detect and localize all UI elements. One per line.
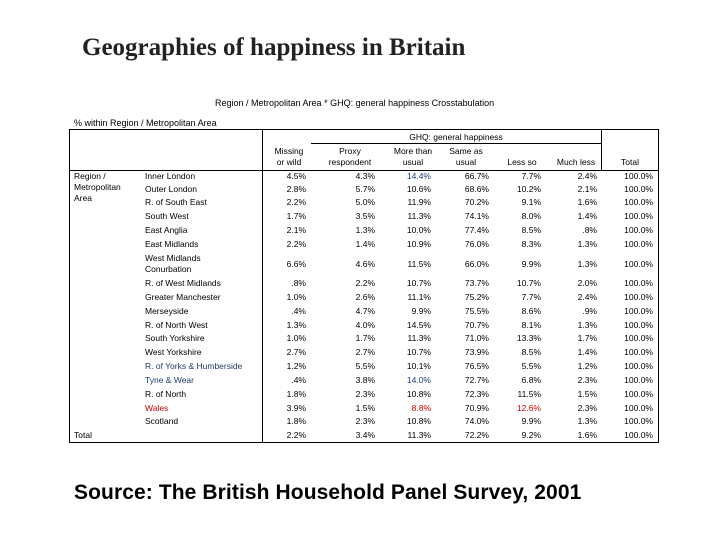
table-cell: 14.0% (406, 375, 431, 385)
column-header-proxy: Proxy (339, 146, 361, 156)
table-cell: 100.0% (624, 347, 653, 357)
table-cell: .4% (291, 375, 306, 385)
table-cell: 77.4% (464, 225, 489, 235)
table-cell: 13.3% (516, 333, 541, 343)
table-cell: 3.5% (355, 211, 375, 221)
table-cell: 8.3% (521, 239, 541, 249)
table-cell: 66.7% (464, 171, 489, 181)
table-cell: 100.0% (624, 430, 653, 440)
table-cell: 6.8% (521, 375, 541, 385)
table-cell: 7.7% (521, 171, 541, 181)
region-label: Region / (74, 171, 106, 181)
table-cell: 11.5% (407, 259, 431, 269)
table-cell: 10.7% (406, 278, 431, 288)
row-label: R. of North West (145, 320, 208, 330)
table-cell: 1.3% (577, 239, 597, 249)
column-header-total: Total (621, 157, 639, 167)
group-header-underline (311, 143, 601, 144)
table-cell: 4.5% (286, 171, 306, 181)
column-header-proxy: respondent (328, 157, 372, 167)
table-cell: 8.1% (521, 320, 541, 330)
table-cell: 1.7% (355, 333, 375, 343)
table-cell: 100.0% (624, 259, 653, 269)
table-cell: 100.0% (624, 361, 653, 371)
table-cell: 2.0% (577, 278, 597, 288)
table-cell: 66.0% (464, 259, 489, 269)
table-cell: 2.1% (286, 225, 306, 235)
row-label: R. of North (145, 389, 187, 399)
row-label: East Anglia (145, 225, 188, 235)
table-cell: 100.0% (624, 333, 653, 343)
table-cell: 72.7% (464, 375, 489, 385)
table-cell: 1.7% (577, 333, 597, 343)
table-cell: .8% (582, 225, 597, 235)
table-cell: 10.7% (406, 347, 431, 357)
table-cell: 75.2% (464, 292, 489, 302)
table-cell: .8% (291, 278, 306, 288)
table-cell: 10.9% (406, 239, 431, 249)
table-cell: 73.7% (464, 278, 489, 288)
table-cell: 5.7% (355, 184, 375, 194)
row-label: R. of West Midlands (145, 278, 221, 288)
table-cell: 74.0% (464, 416, 489, 426)
row-label: South West (145, 211, 189, 221)
table-cell: 1.5% (355, 403, 375, 413)
table-cell: 2.2% (355, 278, 375, 288)
table-cell: 9.9% (411, 306, 431, 316)
table-cell: 72.2% (464, 430, 489, 440)
column-header-same-as-usual: Same as (449, 146, 483, 156)
table-cell: 8.8% (411, 403, 431, 413)
column-header-missing: or wild (276, 157, 302, 167)
region-label: Metropolitan (74, 182, 121, 192)
row-label: South Yorkshire (145, 333, 205, 343)
table-cell: 1.7% (286, 211, 306, 221)
table-cell: 11.3% (407, 333, 431, 343)
table-cell: 1.4% (577, 347, 597, 357)
table-cell: 3.8% (355, 375, 375, 385)
row-label: Greater Manchester (145, 292, 221, 302)
row-label: Wales (145, 403, 169, 413)
row-label: West Midlands (145, 253, 201, 263)
table-cell: 2.8% (286, 184, 306, 194)
table-cell: 2.3% (355, 416, 375, 426)
table-cell: 2.4% (577, 292, 597, 302)
table-cell: 1.3% (577, 320, 597, 330)
table-cell: 74.1% (464, 211, 489, 221)
table-cell: 100.0% (624, 306, 653, 316)
table-cell: 4.7% (355, 306, 375, 316)
table-cell: 9.9% (521, 416, 541, 426)
table-cell: 2.7% (355, 347, 375, 357)
table-cell: 4.3% (355, 171, 375, 181)
table-cell: 3.9% (286, 403, 306, 413)
crosstab-caption: Region / Metropolitan Area * GHQ: general happiness Crosstabulation (215, 98, 495, 108)
table-cell: 1.0% (286, 292, 306, 302)
table-cell: 5.5% (521, 361, 541, 371)
table-cell: 100.0% (624, 416, 653, 426)
slide-title: Geographies of happiness in Britain (82, 34, 466, 61)
table-cell: 100.0% (624, 389, 653, 399)
table-cell: 70.2% (464, 197, 489, 207)
table-cell: 71.0% (464, 333, 489, 343)
column-header-less-so: Less so (507, 157, 537, 167)
row-label: Outer London (145, 184, 197, 194)
table-cell: 75.5% (464, 306, 489, 316)
table-cell: 1.4% (355, 239, 375, 249)
table-cell: 1.6% (577, 430, 597, 440)
table-cell: 12.6% (516, 403, 541, 413)
row-label: Scotland (145, 416, 179, 426)
table-cell: 6.6% (286, 259, 306, 269)
column-header-much-less: Much less (556, 157, 596, 167)
within-label: % within Region / Metropolitan Area (74, 118, 217, 128)
table-cell: 1.2% (577, 361, 597, 371)
table-cell: 10.8% (406, 416, 431, 426)
row-label: Inner London (145, 171, 196, 181)
table-cell: 100.0% (624, 225, 653, 235)
table-cell: 1.3% (355, 225, 375, 235)
table-cell: 11.5% (517, 389, 541, 399)
table-cell: 11.1% (407, 292, 431, 302)
table-cell: 10.1% (406, 361, 431, 371)
table-cell: 10.2% (516, 184, 541, 194)
column-header-missing: Missing (274, 146, 304, 156)
group-header: GHQ: general happiness (409, 132, 503, 142)
table-cell: 1.5% (577, 389, 597, 399)
column-header-more-than-usual: More than (393, 146, 433, 156)
table-cell: .9% (582, 306, 597, 316)
row-label: R. of South East (145, 197, 207, 207)
table-cell: 73.9% (464, 347, 489, 357)
table-cell: 100.0% (624, 211, 653, 221)
row-label: Tyne & Wear (145, 375, 194, 385)
table-cell: 2.2% (286, 239, 306, 249)
table-cell: 100.0% (624, 403, 653, 413)
table-cell: 1.6% (577, 197, 597, 207)
table-cell: 2.2% (286, 197, 306, 207)
table-cell: 1.3% (577, 416, 597, 426)
table-cell: 100.0% (624, 239, 653, 249)
table-cell: 2.4% (577, 171, 597, 181)
column-header-same-as-usual: usual (455, 157, 477, 167)
table-cell: 2.1% (577, 184, 597, 194)
table-cell: 14.4% (406, 171, 431, 181)
table-cell: 1.3% (286, 320, 306, 330)
table-cell: 2.6% (355, 292, 375, 302)
table-cell: 76.0% (464, 239, 489, 249)
table-cell: 8.6% (521, 306, 541, 316)
table-cell: 100.0% (624, 292, 653, 302)
table-cell: 1.3% (577, 259, 597, 269)
row-label: East Midlands (145, 239, 199, 249)
table-cell: 14.5% (406, 320, 431, 330)
table-cell: 2.3% (577, 403, 597, 413)
table-cell: 8.5% (521, 347, 541, 357)
row-label: R. of Yorks & Humberside (145, 361, 243, 371)
table-cell: 4.6% (355, 259, 375, 269)
table-cell: 10.8% (406, 389, 431, 399)
table-cell: 70.9% (464, 403, 489, 413)
table-cell: 1.8% (286, 416, 306, 426)
table-cell: 2.3% (577, 375, 597, 385)
table-cell: 9.1% (521, 197, 541, 207)
table-cell: 5.0% (355, 197, 375, 207)
table-cell: 9.9% (521, 259, 541, 269)
table-cell: 10.0% (406, 225, 431, 235)
table-cell: 68.6% (464, 184, 489, 194)
table-cell: 10.7% (516, 278, 541, 288)
total-label: Total (74, 430, 92, 440)
table-cell: 100.0% (624, 184, 653, 194)
table-cell: 8.5% (521, 225, 541, 235)
table-cell: 100.0% (624, 278, 653, 288)
table-cell: 9.2% (521, 430, 541, 440)
table-cell: 100.0% (624, 171, 653, 181)
column-header-more-than-usual: usual (402, 157, 424, 167)
table-cell: 4.0% (355, 320, 375, 330)
table-cell: 100.0% (624, 197, 653, 207)
table-cell: 100.0% (624, 320, 653, 330)
table-cell: 7.7% (521, 292, 541, 302)
table-cell: 8.0% (521, 211, 541, 221)
table-cell: 10.6% (406, 184, 431, 194)
table-cell: 11.9% (407, 197, 431, 207)
table-cell: 2.3% (355, 389, 375, 399)
region-label: Area (74, 193, 92, 203)
table-cell: 1.8% (286, 389, 306, 399)
table-cell: 5.5% (355, 361, 375, 371)
table-cell: 70.7% (464, 320, 489, 330)
table-cell: 1.2% (286, 361, 306, 371)
table-cell: 1.0% (286, 333, 306, 343)
source-note: Source: The British Household Panel Survey, 2001 (74, 481, 582, 504)
table-cell: 100.0% (624, 375, 653, 385)
table-cell: 2.7% (286, 347, 306, 357)
table-cell: 72.3% (464, 389, 489, 399)
row-label: West Yorkshire (145, 347, 202, 357)
row-label: Merseyside (145, 306, 189, 316)
table-cell: 11.3% (407, 430, 431, 440)
table-cell: 1.4% (577, 211, 597, 221)
table-cell: .4% (291, 306, 306, 316)
table-cell: 11.3% (407, 211, 431, 221)
table-cell: 76.5% (464, 361, 489, 371)
table-cell: 2.2% (286, 430, 306, 440)
table-cell: 3.4% (355, 430, 375, 440)
row-label: Conurbation (145, 264, 192, 274)
